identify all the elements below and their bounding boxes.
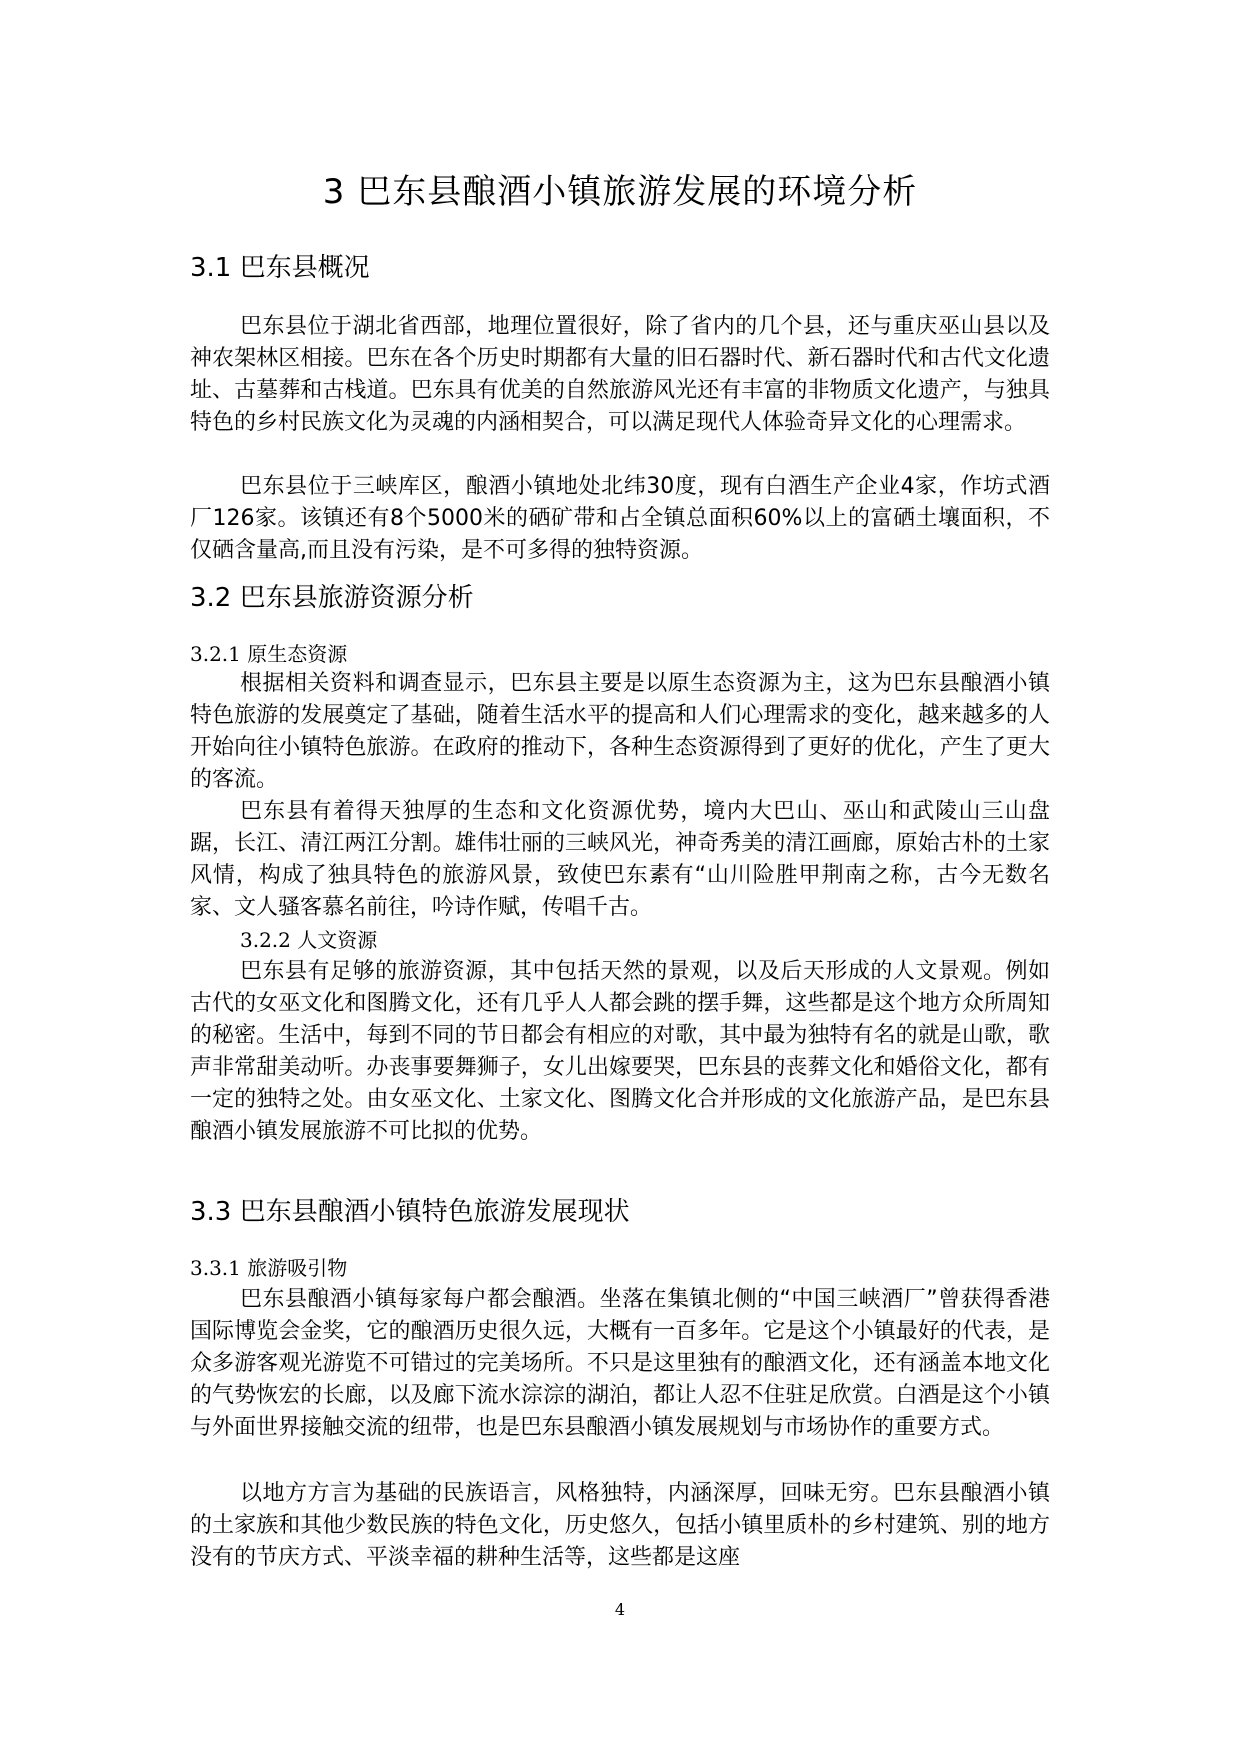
paragraph: 根据相关资料和调查显示，巴东县主要是以原生态资源为主，这为巴东县酿酒小镇特色旅游的发展奠定了基础，随着生活水平的提高和人们心理需求的变化，越来越多的人开始向往小镇特色旅游。在政府的推动下，各种生态资源得到了更好的优化，产生了更大的客流。	[190, 671, 1050, 792]
paragraph: 巴东县有足够的旅游资源，其中包括天然的景观，以及后天形成的人文景观。例如古代的女巫文化和图腾文化，还有几乎人人都会跳的摆手舞，这些都是这个地方众所周知的秘密。生活中，每到不同的节日都会有相应的对歌，其中最为独特有名的就是山歌，歌声非常甜美动听。办丧事要舞狮子，女儿出嫁要哭，巴东县的丧葬文化和婚俗文化，都有一定的独特之处。由女巫文化、土家文化、图腾文化合并形成的文化旅游产品，是巴东县酿酒小镇发展旅游不可比拟的优势。	[190, 959, 1050, 1144]
paragraph: 巴东县位于湖北省西部，地理位置很好，除了省内的几个县，还与重庆巫山县以及神农架林区相接。巴东在各个历史时期都有大量的旧石器时代、新石器时代和古代文化遗址、古墓葬和古栈道。巴东具有优美的自然旅游风光还有丰富的非物质文化遗产，与独具特色的乡村民族文化为灵魂的内涵相契合，可以满足现代人体验奇异文化的心理需求。	[190, 314, 1050, 435]
section-heading-3-3: 3.3 巴东县酿酒小镇特色旅游发展现状	[190, 1197, 630, 1227]
section-heading-3-1: 3.1 巴东县概况	[190, 253, 370, 283]
subsection-heading-3-2-2: 3.2.2 人文资源	[240, 928, 378, 952]
subsection-heading-3-2-1: 3.2.1 原生态资源	[190, 642, 348, 666]
section-heading-3-2: 3.2 巴东县旅游资源分析	[190, 583, 474, 613]
paragraph: 巴东县位于三峡库区，酿酒小镇地处北纬30度，现有白酒生产企业4家，作坊式酒厂126家。该镇还有8个5000米的硒矿带和占全镇总面积60%以上的富硒土壤面积，不仅硒含量高,而且没有污染，是不可多得的独特资源。	[190, 474, 1050, 563]
paragraph: 巴东县酿酒小镇每家每户都会酿酒。坐落在集镇北侧的“中国三峡酒厂”曾获得香港国际博览会金奖，它的酿酒历史很久远，大概有一百多年。它是这个小镇最好的代表，是众多游客观光游览不可错过的完美场所。不只是这里独有的酿酒文化，还有涵盖本地文化的气势恢宏的长廊，以及廊下流水淙淙的湖泊，都让人忍不住驻足欣赏。白酒是这个小镇与外面世界接触交流的纽带，也是巴东县酿酒小镇发展规划与市场协作的重要方式。	[190, 1287, 1050, 1440]
chapter-title: 3 巴东县酿酒小镇旅游发展的环境分析	[322, 172, 918, 212]
page-number: 4	[614, 1600, 626, 1619]
paragraph: 以地方方言为基础的民族语言，风格独特，内涵深厚，回味无穷。巴东县酿酒小镇的土家族和其他少数民族的特色文化，历史悠久，包括小镇里质朴的乡村建筑、别的地方没有的节庆方式、平淡幸福的耕种生活等，这些都是这座	[190, 1481, 1050, 1570]
subsection-heading-3-3-1: 3.3.1 旅游吸引物	[190, 1256, 348, 1280]
paragraph: 巴东县有着得天独厚的生态和文化资源优势，境内大巴山、巫山和武陵山三山盘踞，长江、清江两江分割。雄伟壮丽的三峡风光，神奇秀美的清江画廊，原始古朴的土家风情，构成了独具特色的旅游风景，致使巴东素有“山川险胜甲荆南之称，古今无数名家、文人骚客慕名前往，吟诗作赋，传唱千古。	[190, 799, 1050, 920]
